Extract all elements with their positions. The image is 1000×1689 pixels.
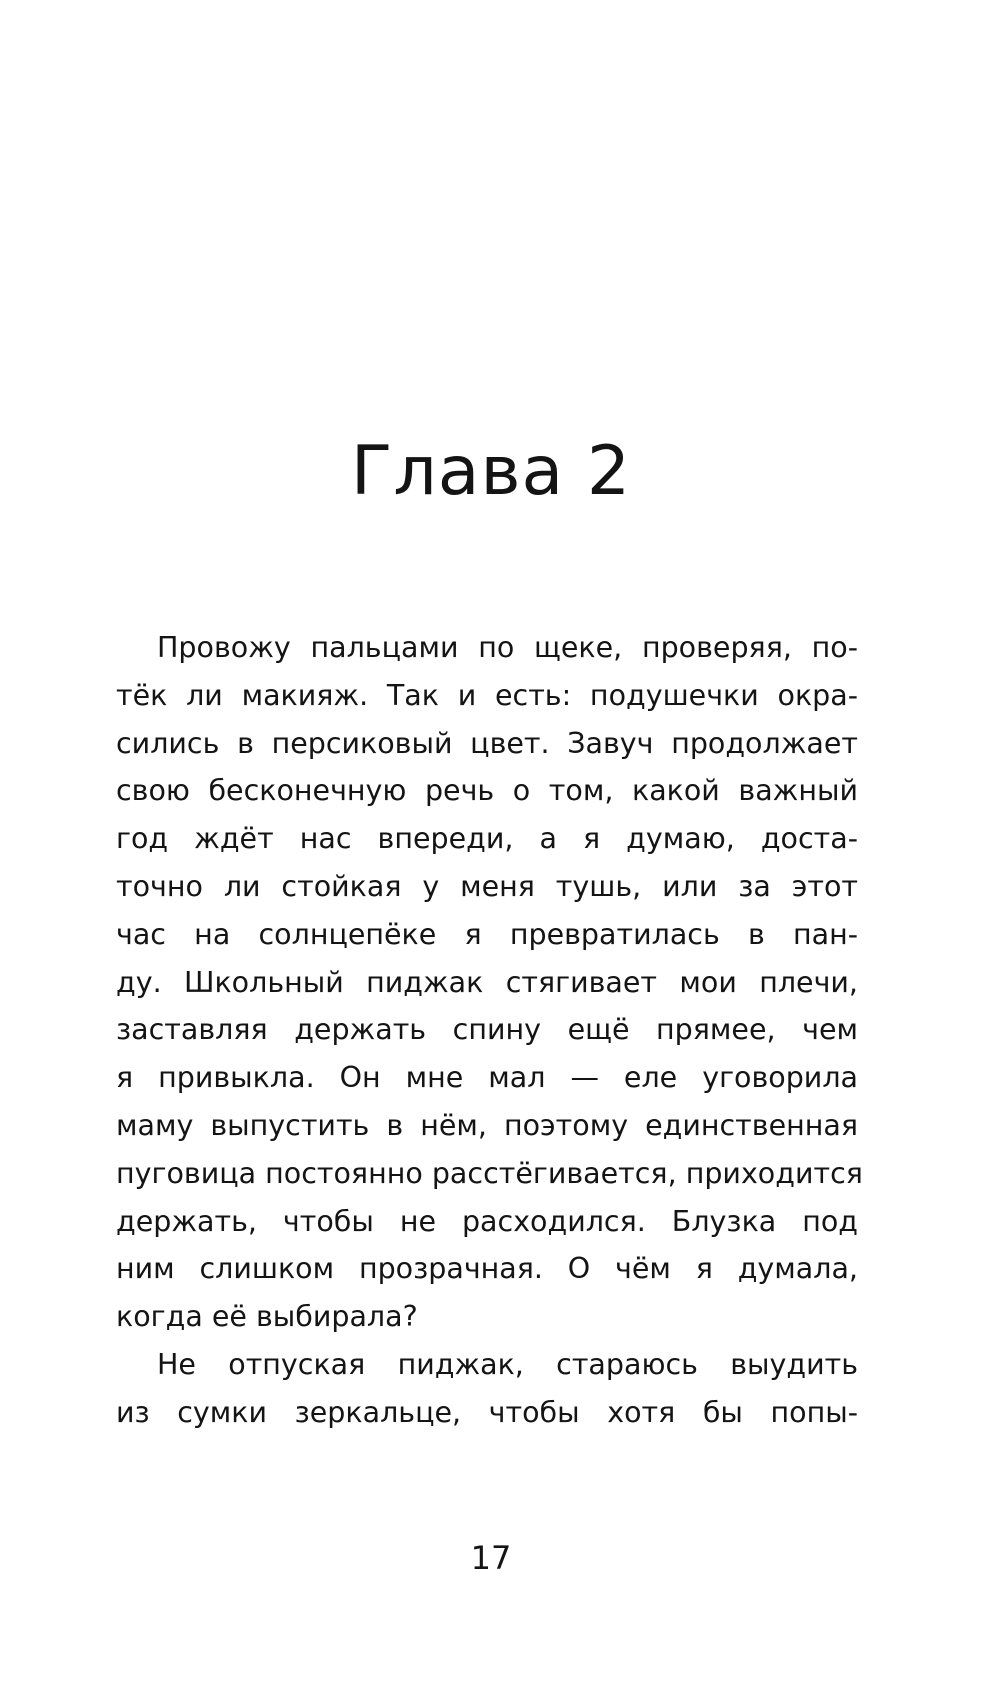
text-line: Не отпуская пиджак, стараюсь выудить xyxy=(157,1347,858,1381)
text-line: час на солнцепёке я превратилась в пан- xyxy=(116,917,858,951)
text-line: я привыкла. Он мне мал — еле уговорила xyxy=(116,1061,858,1095)
text-line: когда её выбирала? xyxy=(116,1300,418,1334)
text-line: точно ли стойкая у меня тушь, или за этот xyxy=(116,869,858,903)
text-line: ду. Школьный пиджак стягивает мои плечи, xyxy=(116,965,858,999)
text-line: год ждёт нас впереди, а я думаю, доста- xyxy=(116,822,858,856)
text-line: держать, чтобы не расходился. Блузка под xyxy=(116,1204,858,1238)
text-line: Провожу пальцами по щеке, проверяя, по- xyxy=(157,631,858,664)
text-line: из сумки зеркальце, чтобы хотя бы попы- xyxy=(116,1395,858,1429)
text-line: свою бесконечную речь о том, какой важный xyxy=(116,774,858,808)
text-line: тёк ли макияж. Так и есть: подушечки окра- xyxy=(116,678,858,712)
page-number: 17 xyxy=(470,1539,512,1577)
text-line: маму выпустить в нём, поэтому единственная xyxy=(116,1108,858,1142)
body-text xyxy=(116,624,863,1437)
chapter-title: Глава 2 xyxy=(350,432,632,511)
text-line: сились в персиковый цвет. Завуч продолжает xyxy=(116,726,858,760)
text-line: пуговица постоянно расстёгивается, приходится xyxy=(116,1156,863,1190)
text-line: ним слишком прозрачная. О чём я думала, xyxy=(116,1252,858,1286)
text-line: заставляя держать спину ещё прямее, чем xyxy=(116,1013,858,1047)
